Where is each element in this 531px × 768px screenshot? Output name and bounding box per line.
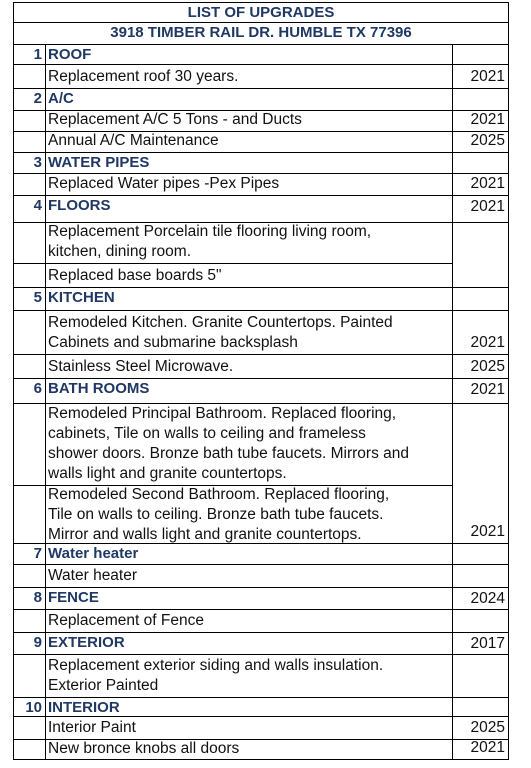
item-text: Interior Paint [48,719,136,736]
row-divider [13,152,509,153]
section-number: 10 [25,699,42,716]
item-text: Replacement exterior siding and walls insulation. [48,657,384,674]
section-year [454,46,505,66]
row-divider [13,263,453,264]
section-title: FENCE [48,589,99,606]
item-year: 2021 [470,68,505,85]
item-text: Annual A/C Maintenance [48,132,219,149]
item-year: 2021 [470,523,505,540]
section-title: A/C [48,90,74,107]
item-year: 2025 [470,719,505,736]
row-divider [13,609,509,610]
section-title: EXTERIOR [48,634,125,651]
item-text: kitchen, dining room. [48,243,192,260]
section-year: 2021 [470,198,505,215]
table-border [13,2,509,3]
sheet-title: LIST OF UPGRADES [187,4,335,21]
column-divider [508,2,509,760]
item-text: Mirror and walls light and granite countertops. [48,526,362,543]
row-divider [13,287,509,288]
section-number: 7 [33,545,42,562]
item-text: Replaced Water pipes -Pex Pipes [48,175,280,192]
section-number: 9 [33,634,42,651]
row-divider [13,64,509,65]
section-title: ROOF [48,46,92,63]
section-year [454,699,505,719]
property-address: 3918 TIMBER RAIL DR. HUMBLE TX 77396 [110,24,412,41]
item-text: Exterior Painted [48,677,159,694]
section-title: KITCHEN [48,289,115,306]
item-text: New bronce knobs all doors [48,740,240,757]
row-divider [13,354,509,355]
row-divider [13,310,509,311]
item-year [454,266,505,286]
item-text: Replaced base boards 5" [48,267,222,284]
row-divider [13,88,509,89]
section-year [454,90,505,110]
item-year: 2021 [470,175,505,192]
item-year [454,464,505,484]
item-year: 2021 [470,739,505,756]
row-divider [13,697,509,698]
item-year: 2025 [470,132,505,149]
item-text: Replacement roof 30 years. [48,68,239,85]
section-number: 3 [33,154,42,171]
section-year: 2017 [470,635,505,652]
item-year: 2025 [470,358,505,375]
row-divider [13,654,509,655]
item-text: Tile on walls to ceiling. Bronze bath tube faucets. [48,506,384,523]
item-text: shower doors. Bronze bath tube faucets. Mirrors and [48,445,409,462]
section-year: 2024 [470,590,505,607]
row-divider [13,378,509,379]
section-title: WATER PIPES [48,154,150,171]
section-year: 2021 [470,381,505,398]
row-divider [13,632,509,633]
item-year [454,242,505,262]
section-number: 4 [33,197,42,214]
row-divider [13,759,509,760]
item-year [454,611,505,631]
section-number: 1 [33,46,42,63]
table-border [13,22,509,23]
row-divider [13,195,509,196]
item-year [454,566,505,586]
item-year: 2021 [470,111,505,128]
item-year: 2021 [470,334,505,351]
section-title: BATH ROOMS [48,380,150,397]
section-number: 2 [33,90,42,107]
section-title: INTERIOR [48,699,120,716]
row-divider [13,564,509,565]
item-text: Replacement of Fence [48,612,204,629]
section-year [454,154,505,174]
section-number: 5 [33,289,42,306]
item-text: cabinets, Tile on walls to ceiling and frameless [48,425,366,442]
item-text: Stainless Steel Microwave. [48,358,234,375]
item-text: Cabinets and submarine backsplash [48,334,298,351]
row-divider [13,587,509,588]
item-text: Remodeled Principal Bathroom. Replaced flooring, [48,405,397,422]
item-text: Replacement A/C 5 Tons - and Ducts [48,111,302,128]
item-year [454,676,505,696]
row-divider [13,44,509,45]
section-number: 8 [33,589,42,606]
section-title: Water heater [48,545,139,562]
item-text: Remodeled Kitchen. Granite Countertops. Painted [48,314,393,331]
item-text: Water heater [48,567,138,584]
section-year [454,289,505,309]
section-title: FLOORS [48,197,111,214]
section-number: 6 [33,380,42,397]
item-text: Remodeled Second Bathroom. Replaced flooring, [48,486,390,503]
item-text: Replacement Porcelain tile flooring living room, [48,223,372,240]
section-year [454,545,505,565]
item-text: walls light and granite countertops. [48,465,287,482]
